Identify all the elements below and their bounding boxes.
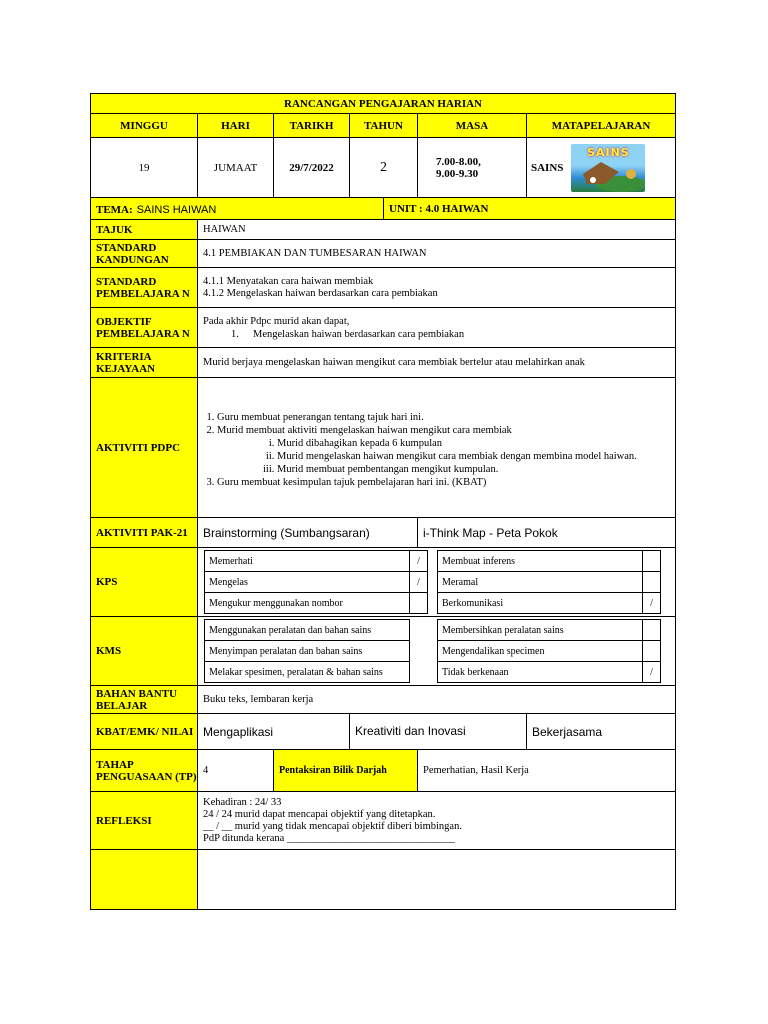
kps-skill: Mengelas <box>205 572 410 593</box>
refleksi-line-2: 24 / 24 murid dapat mencapai objektif yang ditetapkan. <box>203 808 436 820</box>
aktiviti-step-3: 3. Guru membuat kesimpulan tajuk pembelajaran hari ini. (KBAT) <box>217 476 675 489</box>
header-tahun: TAHUN <box>350 114 418 138</box>
kms-skill: Mengendalikan specimen <box>438 641 643 662</box>
objektif-item-1: 1. Mengelaskan haiwan berdasarkan cara pembiakan <box>231 328 465 340</box>
kms-row <box>205 641 661 662</box>
aktiviti-list <box>203 411 675 489</box>
kms-skill: Membersihkan peralatan sains <box>438 620 643 641</box>
pbd-label: Pentaksiran Bilik Darjah <box>274 750 418 792</box>
kps-cell <box>198 548 676 617</box>
kbat-value-2: Kreativiti dan Inovasi <box>350 714 527 750</box>
kms-row <box>205 620 661 641</box>
kms-label: KMS <box>91 617 198 686</box>
pbd-method: Pemerhatian, Hasil Kerja <box>418 750 676 792</box>
blank-content-cell <box>198 850 676 910</box>
kriteria-label: KRITERIA KEJAYAAN <box>91 348 198 378</box>
tema-label: TEMA: <box>96 203 133 216</box>
kms-table <box>204 619 661 683</box>
standard-pembelajaran-label: STANDARD PEMBELAJARA N <box>91 268 198 308</box>
header-minggu: MINGGU <box>91 114 198 138</box>
kriteria-value: Murid berjaya mengelaskan haiwan mengikut cara membiak bertelur atau melahirkan anak <box>198 348 676 378</box>
lesson-plan-table <box>90 93 676 910</box>
kps-table <box>204 550 661 614</box>
kps-skill: Mengukur menggunakan nombor <box>205 593 410 614</box>
lesson-plan-sheet <box>90 93 675 910</box>
kps-mark <box>410 593 428 614</box>
refleksi-value <box>198 792 676 850</box>
header-masa: MASA <box>418 114 527 138</box>
tarikh-value: 29/7/2022 <box>274 138 350 198</box>
kms-skill: Melakar spesimen, peralatan & bahan sains <box>205 662 410 683</box>
sains-logo-image <box>571 144 645 192</box>
hari-value: JUMAAT <box>198 138 274 198</box>
sp-line-2: 4.1.2 Mengelaskan haiwan berdasarkan cara pembiakan <box>203 287 438 299</box>
tajuk-value: HAIWAN <box>198 220 676 240</box>
kbat-value-3: Bekerjasama <box>527 714 676 750</box>
blank-label-cell <box>91 850 198 910</box>
kps-mark: / <box>410 572 428 593</box>
masa-line-1: 7.00-8.00, <box>436 155 481 168</box>
standard-kandungan-value: 4.1 PEMBIAKAN DAN TUMBESARAN HAIWAN <box>198 240 676 268</box>
aktiviti-sub-3: iii. Murid membuat pembentangan mengikut kumpulan. <box>277 463 675 476</box>
kms-skill: Menyimpan peralatan dan bahan sains <box>205 641 410 662</box>
objektif-value <box>198 308 676 348</box>
pak21-right: i-Think Map - Peta Pokok <box>418 518 676 548</box>
header-hari: HARI <box>198 114 274 138</box>
kms-mark <box>643 620 661 641</box>
standard-kandungan-label: STANDARD KANDUNGAN <box>91 240 198 268</box>
bbb-label: BAHAN BANTU BELAJAR <box>91 686 198 714</box>
subject-name: SAINS <box>531 161 564 174</box>
tema-value: SAINS HAIWAN <box>136 203 217 216</box>
matapelajaran-value <box>527 138 676 198</box>
tajuk-label: TAJUK <box>91 220 198 240</box>
aktiviti-step-2 <box>217 424 675 476</box>
tema-cell <box>91 198 384 220</box>
minggu-value: 19 <box>91 138 198 198</box>
kps-skill: Berkomunikasi <box>438 593 643 614</box>
masa-value <box>418 138 527 198</box>
kps-skill: Memerhati <box>205 551 410 572</box>
logo-lettering: SAINS <box>587 145 630 159</box>
kps-row <box>205 593 661 614</box>
kps-skill: Membuat inferens <box>438 551 643 572</box>
objektif-intro: Pada akhir Pdpc murid akan dapat, <box>203 315 350 327</box>
kps-row <box>205 572 661 593</box>
header-matapelajaran: MATAPELAJARAN <box>527 114 676 138</box>
kms-skill: Menggunakan peralatan dan bahan sains <box>205 620 410 641</box>
kps-mark <box>643 551 661 572</box>
aktiviti-value <box>198 378 676 518</box>
masa-line-2: 9.00-9.30 <box>436 167 479 180</box>
kps-label: KPS <box>91 548 198 617</box>
kms-skill: Tidak berkenaan <box>438 662 643 683</box>
pak21-left: Brainstorming (Sumbangsaran) <box>198 518 418 548</box>
kps-skill: Meramal <box>438 572 643 593</box>
aktiviti-sub-1: i. Murid dibahagikan kepada 6 kumpulan <box>277 437 675 450</box>
objektif-item-1-text: Mengelaskan haiwan berdasarkan cara pembiakan <box>253 328 465 340</box>
standard-pembelajaran-value <box>198 268 676 308</box>
kps-row <box>205 551 661 572</box>
kms-cell <box>198 617 676 686</box>
aktiviti-step-1: 1. Guru membuat penerangan tentang tajuk hari ini. <box>217 411 675 424</box>
kps-mark: / <box>643 593 661 614</box>
pak21-label: AKTIVITI PAK-21 <box>91 518 198 548</box>
tahap-label: TAHAP PENGUASAAN (TP) <box>91 750 198 792</box>
aktiviti-sub-2: ii. Murid mengelaskan haiwan mengikut cara membiak dengan membina model haiwan. <box>277 450 675 463</box>
kps-mark: / <box>410 551 428 572</box>
aktiviti-step-2-text: Murid membuat aktiviti mengelaskan haiwan mengikut cara membiak <box>217 424 512 436</box>
kbat-value-1: Mengaplikasi <box>198 714 350 750</box>
header-tarikh: TARIKH <box>274 114 350 138</box>
unit-value: UNIT : 4.0 HAIWAN <box>384 198 676 220</box>
refleksi-line-3: __ / __ murid yang tidak mencapai objektif diberi bimbingan. <box>203 820 462 832</box>
aktiviti-label: AKTIVITI PDPC <box>91 378 198 518</box>
kbat-label: KBAT/EMK/ NILAI <box>91 714 198 750</box>
sp-line-1: 4.1.1 Menyatakan cara haiwan membiak <box>203 275 374 287</box>
tahap-value: 4 <box>198 750 274 792</box>
refleksi-line-1: Kehadiran : 24/ 33 <box>203 796 282 808</box>
refleksi-line-4: PdP ditunda kerana ________________________________ <box>203 832 455 844</box>
plan-title: RANCANGAN PENGAJARAN HARIAN <box>91 94 676 114</box>
kms-row <box>205 662 661 683</box>
objektif-label: OBJEKTIF PEMBELAJARA N <box>91 308 198 348</box>
kms-mark: / <box>643 662 661 683</box>
refleksi-label: REFLEKSI <box>91 792 198 850</box>
bbb-value: Buku teks, lembaran kerja <box>198 686 676 714</box>
tahun-value: 2 <box>350 138 418 198</box>
aktiviti-sublist <box>217 437 675 476</box>
kps-mark <box>643 572 661 593</box>
kms-mark <box>643 641 661 662</box>
